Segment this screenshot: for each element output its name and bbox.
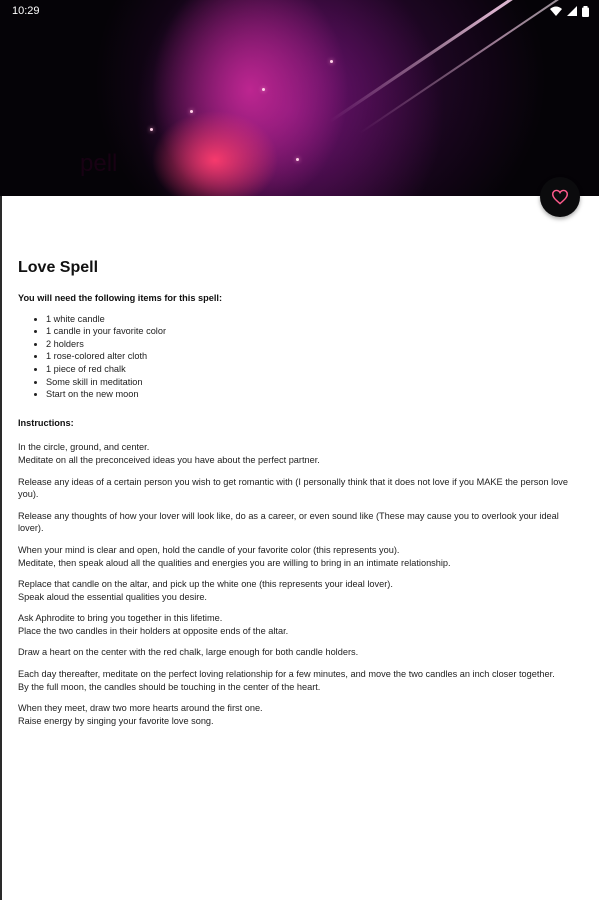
left-edge [0,196,2,900]
instruction-paragraph [18,510,578,535]
instruction-paragraph [18,646,578,659]
sparkle [190,110,193,113]
instructions-heading: Instructions: [18,417,74,428]
instruction-line: Draw a heart on the center with the red chalk, large enough for both candle holders. [18,647,359,658]
signal-icon [567,6,577,16]
instruction-line: Replace that candle on the altar, and pick up the white one (this represents your ideal lover). [18,579,393,590]
instruction-line: In the circle, ground, and center. [18,442,150,453]
header-image [0,0,599,196]
instruction-line: Speak aloud the essential qualities you desire. [18,591,207,602]
list-item: • Some skill in meditation [46,376,578,389]
sparkle [150,128,153,131]
article-title: Love Spell [18,259,99,276]
sparkle [330,60,333,63]
article-body [18,258,578,736]
list-item: • 1 rose-colored alter cloth [46,350,578,363]
instruction-paragraph [18,612,578,637]
list-item: • 1 candle in your favorite color [46,325,578,338]
instruction-paragraph [18,668,578,693]
list-item: • Start on the new moon [46,388,578,401]
instruction-paragraph [18,578,578,603]
list-item: • 1 white candle [46,313,578,326]
instruction-line: Meditate on all the preconceived ideas you have about the perfect partner. [18,454,320,465]
instruction-paragraph [18,702,578,727]
heart-outline-icon [551,189,569,205]
instruction-paragraph [18,544,578,569]
items-list [18,313,578,401]
wifi-icon [550,6,562,16]
status-time: 10:29 [12,5,40,17]
instruction-line: When they meet, draw two more hearts around the first one. [18,703,263,714]
instruction-line: Ask Aphrodite to bring you together in this lifetime. [18,613,223,624]
list-item: • 2 holders [46,338,578,351]
instruction-line: When your mind is clear and open, hold the candle of your favorite color (this represents you). [18,544,400,555]
instruction-paragraph [18,441,578,466]
sparkle [262,88,265,91]
sparkle [296,158,299,161]
list-item: • 1 piece of red chalk [46,363,578,376]
favorite-button[interactable] [540,177,580,217]
status-bar [0,0,599,22]
instruction-line: Meditate, then speak aloud all the qualities and energies you are willing to bring in an intimate relationship. [18,557,451,568]
needs-heading: You will need the following items for this spell: [18,293,223,303]
instruction-line: Place the two candles in their holders at opposite ends of the altar. [18,625,289,636]
instruction-line: Each day thereafter, meditate on the perfect loving relationship for a few minutes, and move the two candles an inch closer together. [18,669,555,680]
battery-icon [582,6,589,17]
collapsed-title: pell [80,150,118,177]
instruction-line: Raise energy by singing your favorite love song. [18,715,214,726]
instruction-line: Release any ideas of a certain person you wish to get romantic with (I personally think that it does not love if you MAKE the person love you). [18,476,569,500]
instruction-line: By the full moon, the candles should be touching in the center of the heart. [18,681,321,692]
instruction-paragraph [18,476,578,501]
instruction-line: Release any thoughts of how your lover will look like, do as a career, or even sound like (These may cause you to overlook your ideal lover). [18,510,559,534]
